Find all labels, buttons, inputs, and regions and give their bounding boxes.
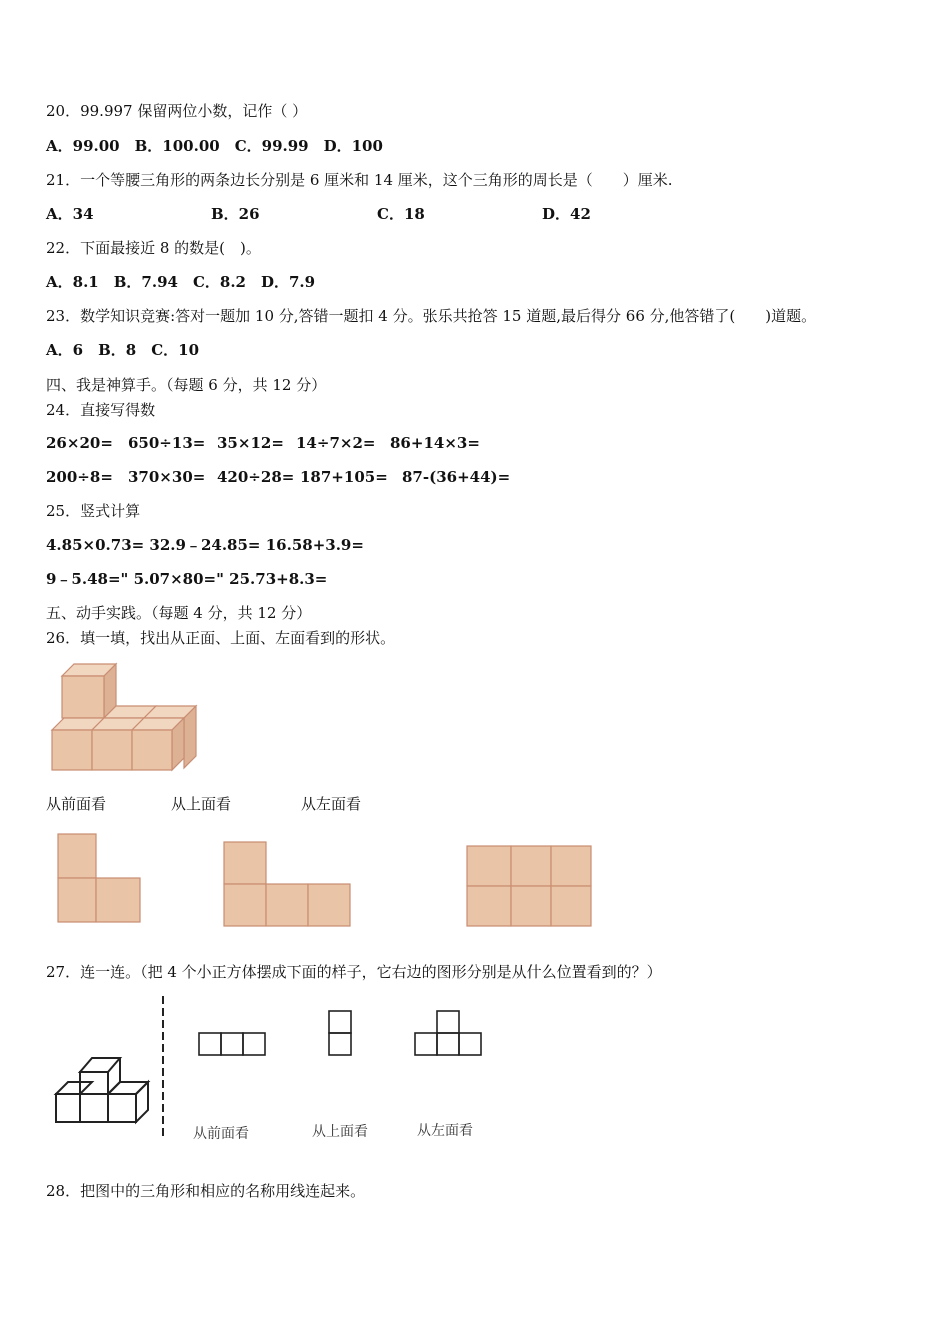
q28-title: 28．把图中的三角形和相应的名称用线连起来。: [46, 1182, 366, 1200]
q25-line-1: 4.85×0.73= 32.9﹣24.85= 16.58+3.9=: [46, 536, 364, 554]
view-label-top: 从上面看: [171, 795, 232, 813]
top-view-figure: [220, 838, 360, 934]
q27-view-b: [326, 1008, 356, 1060]
calc-item: 26×20=: [46, 434, 113, 452]
q26-title: 26．填一填，找出从正面、上面、左面看到的形状。: [46, 629, 396, 647]
q20-stem: 20．99.997 保留两位小数，记作（ ）: [46, 102, 308, 120]
q25-line-2: 9﹣5.48=" 5.07×80=" 25.73+8.3=: [46, 570, 328, 588]
q27-view-c: [412, 1008, 484, 1060]
q25-title: 25．竖式计算: [46, 502, 141, 520]
calc-item: 35×12=: [217, 434, 284, 452]
q23-stem: 23．数学知识竞赛:答对一题加 10 分,答错一题扣 4 分。张乐共抢答 15 道题,最后得分 66 分,他答错了( )道题。: [46, 307, 817, 325]
calc-item: 86+14×3=: [390, 434, 480, 452]
q21-option-a: A．34: [46, 205, 94, 223]
q22-stem: 22．下面最接近 8 的数是( )。: [46, 239, 261, 257]
left-view-figure: [463, 842, 603, 932]
q20-options: A．99.00 B．100.00 C．99.99 D．100: [46, 137, 383, 155]
calc-item: 187+105=: [300, 468, 388, 486]
q21-option-b: B．26: [211, 205, 260, 223]
q21-stem: 21．一个等腰三角形的两条边长分别是 6 厘米和 14 厘米，这个三角形的周长是（ ）厘米.: [46, 171, 673, 189]
calc-item: 87-(36+44)=: [402, 468, 511, 486]
view-label-front: 从前面看: [46, 795, 107, 813]
cube-stack-figure: [48, 660, 208, 776]
q21-option-d: D．42: [542, 205, 591, 223]
section5-title: 五、动手实践。（每题 4 分，共 12 分）: [46, 604, 312, 622]
q27-label-left: 从左面看: [417, 1123, 473, 1139]
q27-view-a: [196, 1030, 268, 1060]
q21-option-c: C．18: [377, 205, 425, 223]
q27-title: 27．连一连。（把 4 个小正方体摆成下面的样子，它右边的图形分别是从什么位置看到的？）: [46, 963, 662, 981]
view-label-left: 从左面看: [301, 795, 362, 813]
calc-item: 420÷28=: [217, 468, 295, 486]
q24-title: 24．直接写得数: [46, 401, 156, 419]
calc-item: 370×30=: [128, 468, 206, 486]
q23-options: A．6 B．8 C．10: [46, 341, 200, 359]
calc-item: 650÷13=: [128, 434, 206, 452]
calc-item: 14÷7×2=: [296, 434, 376, 452]
calc-item: 200÷8=: [46, 468, 113, 486]
q22-options: A．8.1 B．7.94 C．8.2 D．7.9: [46, 273, 316, 291]
q27-label-top: 从上面看: [312, 1124, 368, 1140]
q27-cubes-figure: [50, 1052, 160, 1136]
q27-label-front: 从前面看: [193, 1126, 249, 1142]
section4-title: 四、我是神算手。（每题 6 分，共 12 分）: [46, 376, 327, 394]
front-view-figure: [54, 830, 154, 926]
dashed-divider: [160, 994, 166, 1142]
